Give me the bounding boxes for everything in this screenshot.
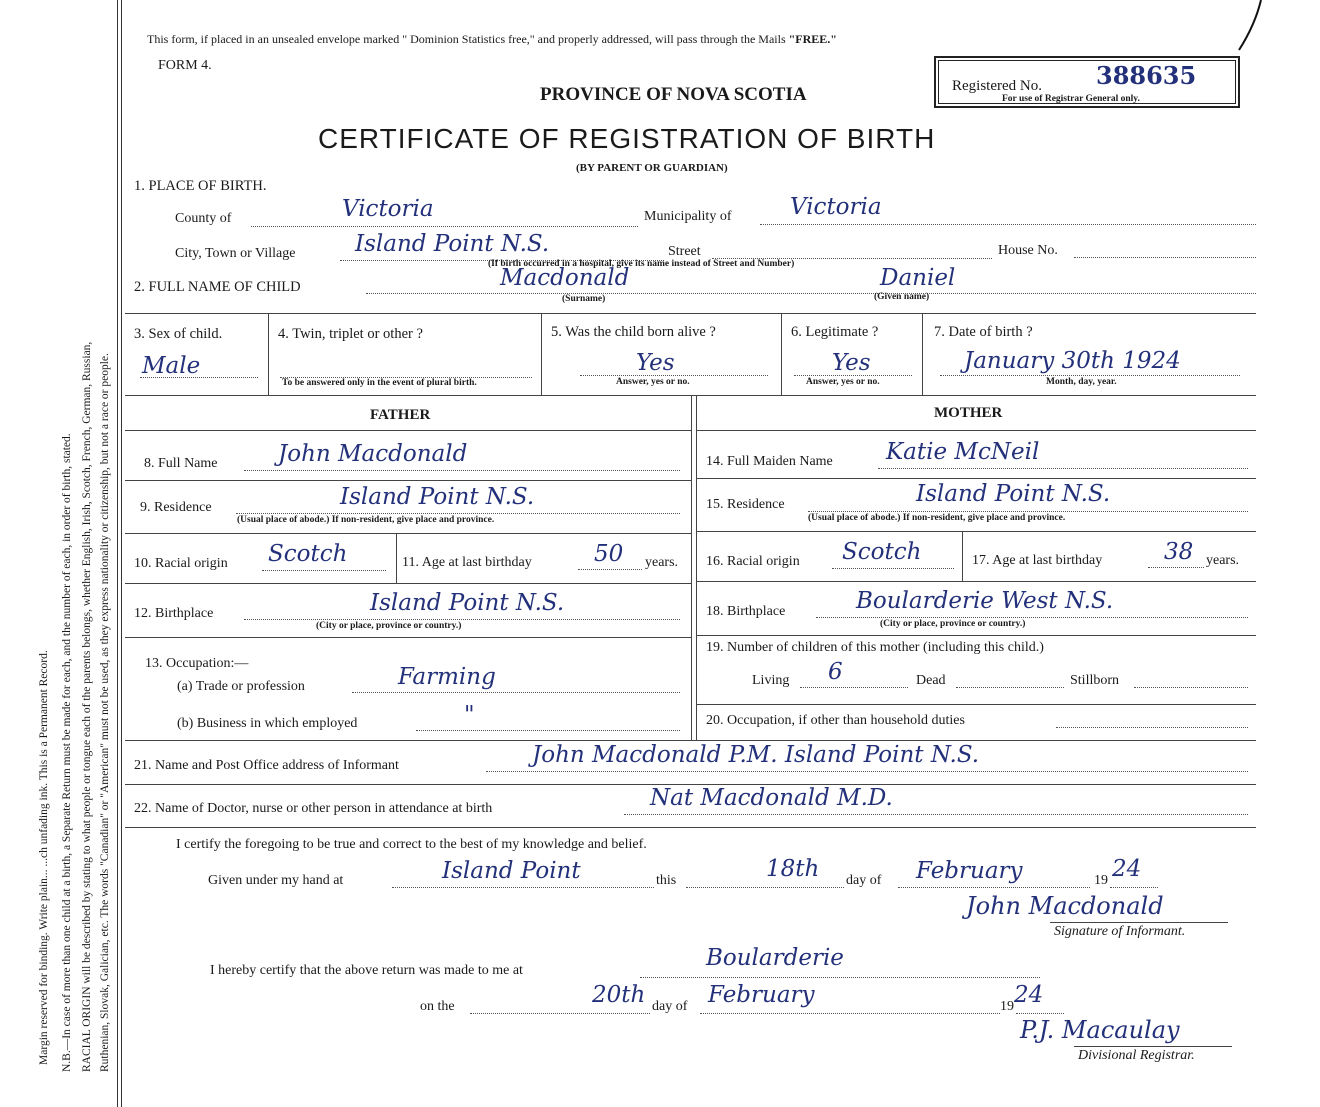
legitimate-caption: Answer, yes or no. — [806, 377, 880, 387]
informant-value: John Macdonald P.M. Island Point N.S. — [532, 742, 980, 768]
registered-label: Registered No. — [952, 78, 1042, 94]
form-number: FORM 4. — [158, 58, 212, 73]
place-of-birth-heading: 1. PLACE OF BIRTH. — [134, 178, 267, 194]
father-trade: Farming — [398, 664, 496, 690]
margin-note-multiple-births: N.B.—In case of more than one child at a birth, a Separate Return must be made for each, and the number of each, in order of birth, stated. — [61, 433, 73, 1072]
child-surname: Macdonald — [500, 265, 630, 291]
sex-label: 3. Sex of child. — [134, 326, 223, 342]
mother-birthplace-note: (City or place, province or country.) — [880, 619, 1026, 629]
alive-label: 5. Was the child born alive ? — [551, 324, 716, 340]
pen-stroke-mark — [1225, 0, 1265, 55]
twin-note: To be answered only in the event of plural birth. — [282, 378, 477, 388]
registrar-month: February — [708, 982, 815, 1008]
registrar-day: 20th — [592, 982, 646, 1008]
margin-note-racial-origin-cont: Ruthenian, Slovak, Galician, etc. The words "Canadian" or "American" must not be used, as they express nationality or citizenship, but not a race or people. — [99, 353, 111, 1072]
date-of-birth-label: 7. Date of birth ? — [934, 324, 1033, 340]
given-place: Island Point — [442, 858, 581, 884]
stillborn-label: Stillborn — [1070, 673, 1120, 688]
registrar-day-of-label: day of — [652, 999, 688, 1014]
father-trade-label: (a) Trade or profession — [177, 679, 305, 694]
registrar-statement: I hereby certify that the above return was made to me at — [210, 963, 523, 978]
municipality-value: Victoria — [790, 194, 882, 220]
living-label: Living — [752, 673, 790, 688]
divisional-registrar-caption: Divisional Registrar. — [1078, 1048, 1195, 1063]
mother-age: 38 — [1164, 539, 1194, 565]
municipality-label: Municipality of — [644, 209, 732, 224]
registrar-year-suffix: 24 — [1014, 982, 1044, 1008]
day-of-label: day of — [846, 873, 882, 888]
sex-value: Male — [142, 353, 201, 379]
date-of-birth-value: January 30th 1924 — [964, 348, 1181, 374]
living-count: 6 — [828, 659, 843, 685]
given-under-label: Given under my hand at — [208, 873, 344, 888]
mail-notice: This form, if placed in an unsealed envelope marked " Dominion Statistics free," and properly addressed, will pass through the Mails "FREE." — [147, 32, 837, 46]
child-name-label: 2. FULL NAME OF CHILD — [134, 279, 301, 295]
surname-caption: (Surname) — [562, 294, 606, 304]
father-years-label: years. — [645, 555, 679, 570]
city-value: Island Point N.S. — [355, 231, 550, 257]
twin-label: 4. Twin, triplet or other ? — [278, 326, 423, 342]
mother-children-label: 19. Number of children of this mother (including this child.) — [706, 640, 1044, 655]
city-label: City, Town or Village — [175, 246, 296, 261]
registered-number: 388635 — [1096, 61, 1197, 90]
informant-signature-caption: Signature of Informant. — [1054, 924, 1186, 939]
street-note: (If birth occurred in a hospital, give its name instead of Street and Number) — [488, 259, 795, 269]
registered-number-box — [934, 56, 1240, 108]
county-label: County of — [175, 211, 232, 226]
doctor-value: Nat Macdonald M.D. — [650, 785, 893, 811]
house-number-label: House No. — [998, 243, 1058, 258]
mother-name-label: 14. Full Maiden Name — [706, 454, 833, 469]
registrar-place: Boularderie — [706, 945, 844, 971]
father-residence-note: (Usual place of abode.) If non-resident, give place and province. — [237, 515, 495, 525]
mother-racial-origin-label: 16. Racial origin — [706, 554, 800, 569]
father-racial-origin: Scotch — [268, 541, 348, 567]
legitimate-label: 6. Legitimate ? — [791, 324, 879, 340]
informant-signature: John Macdonald — [966, 892, 1164, 920]
certification-year-suffix: 24 — [1112, 856, 1142, 882]
father-business: " — [464, 702, 475, 728]
province-heading: PROVINCE OF NOVA SCOTIA — [540, 84, 807, 105]
certification-day: 18th — [766, 856, 820, 882]
father-birthplace: Island Point N.S. — [370, 590, 565, 616]
mother-residence: Island Point N.S. — [916, 481, 1111, 507]
mother-racial-origin: Scotch — [842, 539, 922, 565]
alive-caption: Answer, yes or no. — [616, 377, 690, 387]
column-divider-outer — [691, 395, 692, 740]
registrar-year-prefix: 19 — [1000, 999, 1014, 1014]
margin-note-racial-origin: RACIAL ORIGIN will be described by stating to what people or tongue each of the parents belongs, whether English, Irish, Scotch, French, German, Russian, — [81, 341, 93, 1072]
mother-birthplace: Boularderie West N.S. — [856, 588, 1114, 614]
mother-residence-note: (Usual place of abode.) If non-resident, give place and province. — [808, 513, 1066, 523]
father-business-label: (b) Business in which employed — [177, 716, 358, 731]
father-age: 50 — [594, 541, 624, 567]
date-of-birth-caption: Month, day, year. — [1046, 377, 1117, 387]
county-value: Victoria — [342, 196, 434, 222]
certification-month: February — [916, 858, 1023, 884]
certification-year-prefix: 19 — [1094, 873, 1108, 888]
certificate-subtitle: (BY PARENT OR GUARDIAN) — [576, 162, 728, 174]
row-divider-top — [125, 313, 1256, 314]
father-name-label: 8. Full Name — [144, 456, 218, 471]
registrar-signature: P.J. Macaulay — [1020, 1016, 1180, 1044]
father-residence: Island Point N.S. — [340, 484, 535, 510]
mother-years-label: years. — [1206, 553, 1240, 568]
father-birthplace-label: 12. Birthplace — [134, 606, 214, 621]
street-label: Street — [668, 244, 701, 259]
mother-birthplace-label: 18. Birthplace — [706, 604, 786, 619]
registrar-only-note: For use of Registrar General only. — [1002, 94, 1140, 104]
certification-statement: I certify the foregoing to be true and correct to the best of my knowledge and belief. — [176, 837, 647, 852]
margin-line-inner — [121, 0, 122, 1107]
doctor-label: 22. Name of Doctor, nurse or other person in attendance at birth — [134, 801, 493, 816]
father-occupation-label: 13. Occupation:— — [145, 656, 249, 671]
alive-value: Yes — [636, 350, 675, 376]
father-name: John Macdonald — [278, 441, 468, 467]
margin-line-outer — [117, 0, 118, 1107]
mother-heading: MOTHER — [934, 405, 1003, 421]
given-name-caption: (Given name) — [874, 292, 930, 302]
on-the-label: on the — [420, 999, 455, 1014]
this-label: this — [656, 873, 677, 888]
father-birthplace-note: (City or place, province or country.) — [316, 621, 462, 631]
child-given-name: Daniel — [880, 265, 956, 291]
mother-maiden-name: Katie McNeil — [886, 439, 1040, 465]
mother-age-label: 17. Age at last birthday — [972, 553, 1103, 568]
certificate-title: CERTIFICATE OF REGISTRATION OF BIRTH — [318, 123, 936, 154]
column-divider-inner — [696, 395, 697, 740]
father-residence-label: 9. Residence — [140, 500, 212, 515]
mother-occupation-label: 20. Occupation, if other than household duties — [706, 713, 965, 728]
dead-label: Dead — [916, 673, 946, 688]
father-heading: FATHER — [370, 407, 431, 423]
father-racial-origin-label: 10. Racial origin — [134, 556, 228, 571]
margin-note-binding: Margin reserved for binding. Write plain... ...ch unfading ink. This is a Permanent Record. — [38, 650, 50, 1065]
mother-residence-label: 15. Residence — [706, 497, 785, 512]
legitimate-value: Yes — [832, 350, 871, 376]
father-age-label: 11. Age at last birthday — [402, 555, 532, 570]
informant-label: 21. Name and Post Office address of Informant — [134, 758, 399, 773]
